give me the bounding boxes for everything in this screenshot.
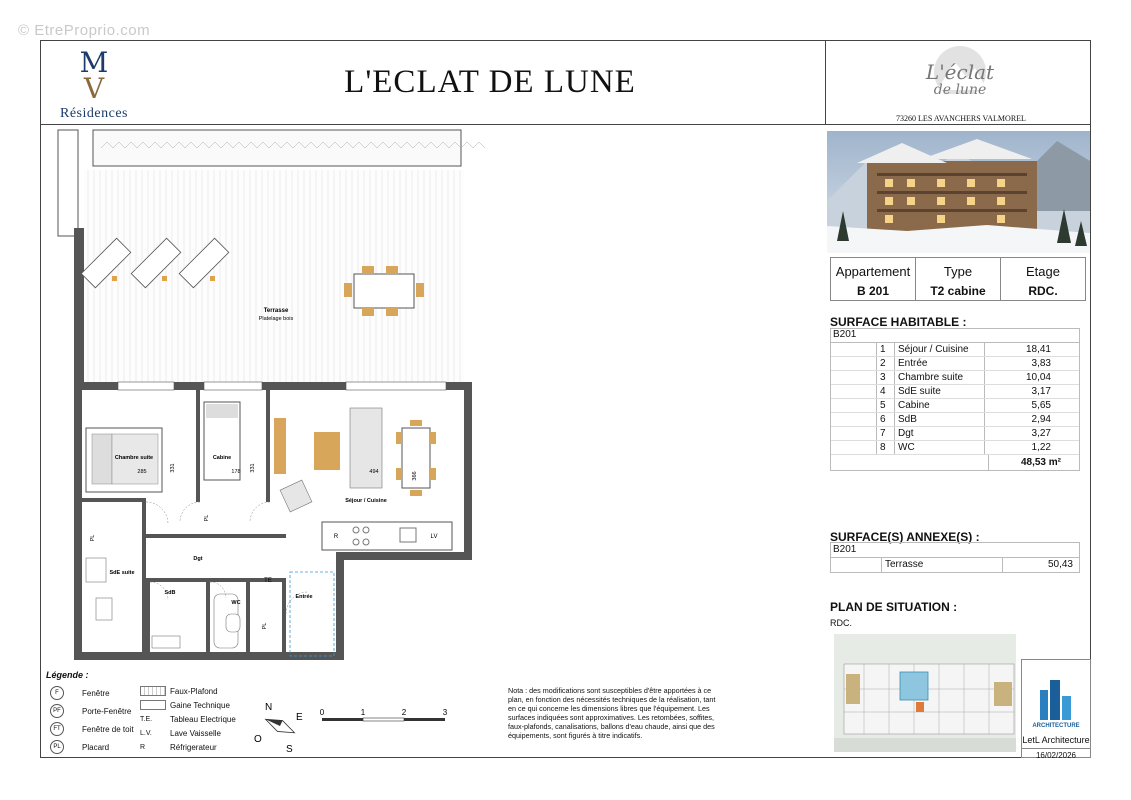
header-separator [825, 40, 826, 124]
scale-tick-0: 0 [319, 708, 325, 717]
surface-row-value: 3,83 [1031, 358, 1051, 369]
surfaces-annexes-title: SURFACE(S) ANNEXE(S) : [830, 530, 980, 544]
legend-item [140, 712, 236, 726]
legend-item [50, 684, 134, 702]
legend-item [140, 684, 236, 698]
cabine-label: Cabine [212, 455, 232, 461]
appartement-value: B 201 [856, 284, 890, 298]
surface-row-value: 5,65 [1031, 400, 1051, 411]
chambre-dim: 285 [137, 469, 147, 475]
legend-abbr: L.V. [140, 729, 152, 737]
compass-e: E [296, 712, 303, 723]
scale-bar [318, 708, 452, 728]
dishwasher-label: LV [430, 534, 438, 540]
appartement-cell [831, 258, 916, 300]
surface-row-value: 18,41 [1025, 344, 1051, 355]
placard-label-2: PL [204, 514, 210, 522]
surface-row [831, 343, 1079, 357]
surface-row-number: 3 [877, 371, 895, 384]
cabine-dim: 178 [231, 469, 241, 475]
surface-row-number: 1 [877, 343, 895, 356]
plan-situation-title: PLAN DE SITUATION : [830, 600, 958, 614]
legend-label: Porte-Fenêtre [82, 706, 132, 716]
eclat-logo-line2: de lune [933, 82, 987, 98]
legend-abbr: R [140, 743, 146, 751]
annex-code: B201 [833, 544, 857, 555]
surface-row-name: Chambre suite [895, 371, 985, 384]
type-cell [916, 258, 1001, 300]
floor-plan [56, 128, 496, 668]
sejour-label: Séjour / Cuisine [345, 498, 387, 504]
terrasse-label: Terrasse [263, 308, 289, 314]
legend-item [140, 698, 236, 712]
plan-date: 16/02/2026 [1022, 748, 1090, 760]
legend-title: Légende : [46, 670, 89, 680]
etage-cell [1001, 258, 1085, 300]
surface-total-row [831, 455, 1079, 470]
situation-map [834, 634, 1016, 752]
scale-tick-2: 2 [401, 708, 407, 717]
surface-total: 48,53 m² [988, 455, 1079, 470]
te-label: TE [264, 578, 272, 584]
etage-label: Etage [1026, 264, 1060, 279]
surface-row [831, 357, 1079, 371]
logo-subtitle: Résidences [60, 106, 128, 121]
architect-logo-text: ARCHITECTURE [1032, 723, 1080, 729]
legend-symbol-icon: F [50, 686, 64, 700]
dgt-label: Dgt [193, 556, 203, 562]
surface-row [831, 399, 1079, 413]
apartment-info-table [830, 257, 1086, 301]
surface-row-name: Dgt [895, 427, 985, 440]
chambre-dim2: 331 [170, 463, 176, 473]
chambre-label: Chambre suite [114, 455, 154, 461]
legend-label: Placard [82, 742, 110, 752]
compass-n: N [265, 702, 273, 713]
plan-situation-level: RDC. [830, 618, 852, 628]
sejour-dim: 494 [369, 469, 379, 475]
legend-symbol-icon: PF [50, 704, 64, 718]
type-label: Type [943, 264, 973, 279]
architect-name: LetL Architecture [1022, 735, 1090, 745]
type-value: T2 cabine [930, 284, 986, 298]
surface-row-number: 8 [877, 441, 895, 454]
faux-plafond-swatch-icon [140, 686, 162, 696]
annex-value: 50,43 [1002, 558, 1079, 572]
surface-code: B201 [831, 329, 1079, 343]
terrasse-sub-label: Platelage bois [258, 316, 294, 322]
eclat-de-lune-logo [900, 44, 1020, 99]
address: 73260 LES AVANCHERS VALMOREL [896, 114, 1026, 123]
cabine-dim2: 331 [250, 463, 256, 473]
surface-habitable-table [830, 328, 1080, 471]
building-photo [827, 131, 1090, 253]
page-title: L'ECLAT DE LUNE [344, 64, 636, 100]
surface-row [831, 371, 1079, 385]
surface-row-number: 6 [877, 413, 895, 426]
sejour-dim2: 366 [412, 471, 418, 481]
legend-left [50, 684, 134, 756]
surface-habitable-title: SURFACE HABITABLE : [830, 315, 967, 329]
header-divider [40, 124, 1091, 125]
legend-item [140, 740, 236, 754]
scale-tick-3: 3 [442, 708, 448, 717]
surface-row-value: 3,17 [1031, 386, 1051, 397]
legend-label: Fenêtre de toit [82, 724, 134, 734]
legend-symbol-icon: FT [50, 722, 64, 736]
legend-label: Faux-Plafond [170, 686, 218, 696]
architect-box [1021, 659, 1091, 758]
legend-right [140, 684, 236, 754]
etage-value: RDC. [1028, 284, 1058, 298]
legend-label: Tableau Electrique [170, 714, 236, 724]
surface-row-name: SdE suite [895, 385, 985, 398]
compass-o: O [254, 734, 262, 745]
legend-item [50, 720, 134, 738]
legend-symbol-icon: PL [50, 740, 64, 754]
surface-row-value: 3,27 [1031, 428, 1051, 439]
surfaces-annexes-table [830, 542, 1080, 573]
surface-row-number: 7 [877, 427, 895, 440]
surface-row-name: WC [895, 441, 985, 454]
legend-label: Réfrigerateur [170, 742, 217, 752]
legend-item [140, 726, 236, 740]
wc-label: WC [231, 600, 241, 606]
logo-letter-v: V [83, 72, 105, 105]
surface-row-value: 1,22 [1031, 442, 1051, 453]
legend-abbr: T.E. [140, 715, 153, 723]
surface-row-name: Entrée [895, 357, 985, 370]
legend-item [50, 738, 134, 756]
surface-row-name: Cabine [895, 399, 985, 412]
surface-row-name: SdB [895, 413, 985, 426]
compass-rose-icon [252, 698, 308, 754]
surface-row-number: 2 [877, 357, 895, 370]
appartement-label: Appartement [835, 264, 911, 279]
gaine-swatch-icon [140, 700, 162, 710]
surface-row-number: 4 [877, 385, 895, 398]
sdb-label: SdB [164, 590, 176, 596]
legend-item [50, 702, 134, 720]
placard-label-3: PL [262, 622, 268, 630]
mv-residences-logo [54, 46, 134, 122]
legend-label: Gaine Technique [170, 700, 230, 710]
fridge-label: R [333, 534, 339, 540]
sde-label: SdE suite [109, 570, 135, 576]
entree-label: Entrée [295, 594, 313, 600]
surface-row-value: 10,04 [1025, 372, 1051, 383]
eclat-logo-line1: L'éclat [925, 60, 995, 84]
scale-tick-1: 1 [360, 708, 366, 717]
logo-letter-m: M [79, 46, 109, 79]
surface-row [831, 385, 1079, 399]
compass [252, 698, 308, 754]
surface-row [831, 427, 1079, 441]
surface-row [831, 413, 1079, 427]
disclaimer-note: Nota : des modifications sont susceptibles d'être apportées à ce plan, en fonction des nécessités techniques de la réalisation, tant en ce qui concerne les dimensions libres que l'équipement. Les surfaces indiquées sont approximatives. Les retombées, soffites, faux-plafonds, canalisations, ballons d'eau chaude, ainsi que des équipements, sont figurés à titre indicatifs. [508, 686, 716, 740]
legend-label: Lave Vaisselle [170, 728, 221, 738]
surface-row-name: Séjour / Cuisine [895, 343, 985, 356]
surface-row [831, 441, 1079, 455]
annex-name: Terrasse [885, 559, 924, 570]
placard-label-1: PL [90, 534, 96, 542]
legend-label: Fenêtre [82, 688, 110, 698]
surface-row-value: 2,94 [1031, 414, 1051, 425]
watermark: © EtreProprio.com [18, 22, 151, 39]
surface-row-number: 5 [877, 399, 895, 412]
architect-logo-icon [1036, 676, 1076, 720]
compass-s: S [286, 744, 293, 754]
